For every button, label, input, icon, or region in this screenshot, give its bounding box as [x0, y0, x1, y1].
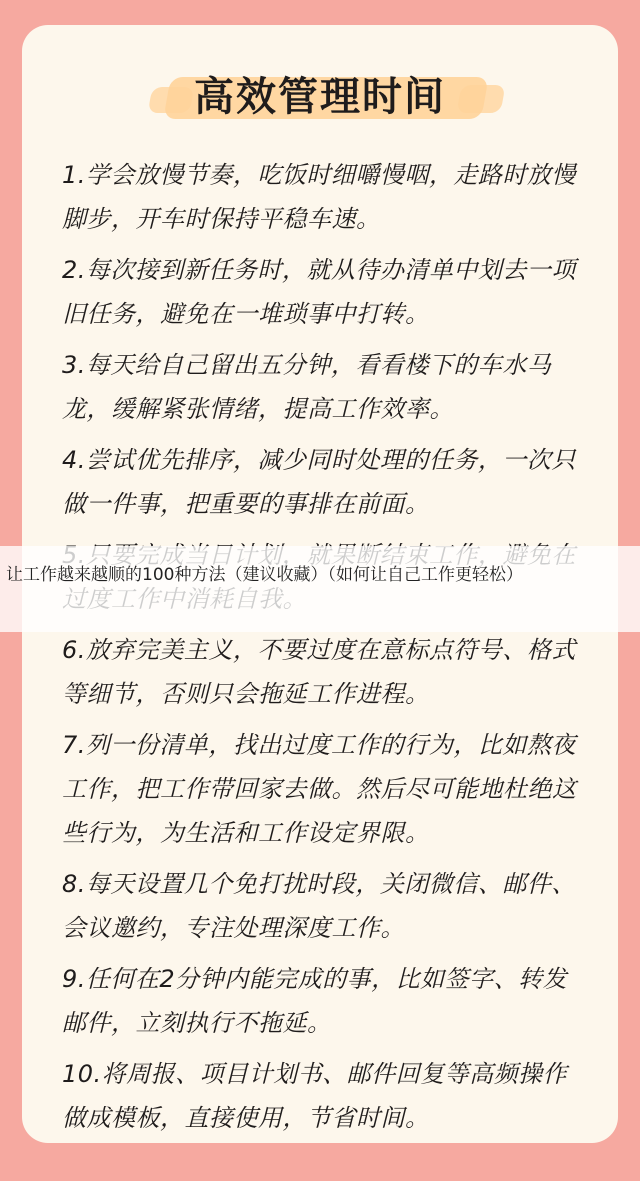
list-item: 3.每天给自己留出五分钟，看看楼下的车水马龙，缓解紧张情绪，提高工作效率。: [62, 351, 552, 423]
list-item: 2.每次接到新任务时，就从待办清单中划去一项旧任务，避免在一堆琐事中打转。: [62, 256, 576, 328]
tips-list: [62, 153, 582, 1143]
caption-text: 让工作越来越顺的100种方法（建议收藏）（如何让自己工作更轻松）: [6, 565, 523, 585]
list-item: 6.放弃完美主义，不要过度在意标点符号、格式等细节，否则只会拖延工作进程。: [62, 636, 576, 708]
list-item: 4.尝试优先排序，减少同时处理的任务，一次只做一件事，把重要的事排在前面。: [62, 446, 576, 518]
list-item: 7.列一份清单，找出过度工作的行为，比如熬夜工作，把工作带回家去做。然后尽可能地杜绝这些行为，为生活和工作设定界限。: [62, 731, 577, 847]
title-area: [22, 65, 618, 129]
list-item: 9.任何在2分钟内能完成的事，比如签字、转发邮件，立刻执行不拖延。: [62, 965, 568, 1037]
list-item: 1.学会放慢节奏，吃饭时细嚼慢咽，走路时放慢脚步，开车时保持平稳车速。: [62, 161, 576, 233]
list-item: 10.将周报、项目计划书、邮件回复等高频操作做成模板，直接使用，节省时间。: [62, 1060, 568, 1132]
page-title: 高效管理时间: [194, 74, 446, 120]
list-item: 8.每天设置几个免打扰时段，关闭微信、邮件、会议邀约，专注处理深度工作。: [62, 870, 576, 942]
caption-overlay: [0, 546, 640, 632]
